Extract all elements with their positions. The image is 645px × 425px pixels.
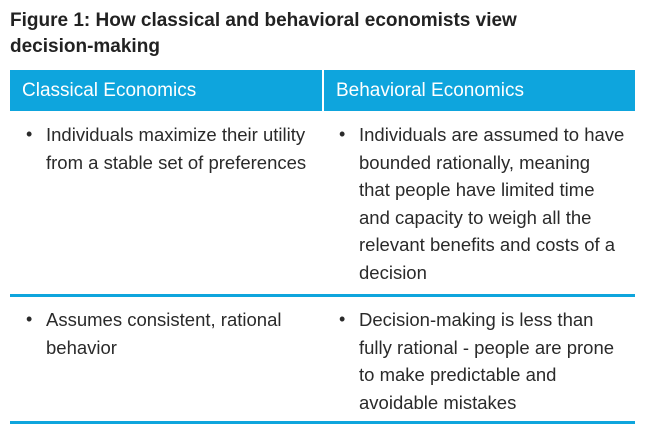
table-header-row [10,70,635,114]
cell-text: Decision-making is less than fully rational - people are prone to make predictable and avoidable mistakes [359,309,615,413]
figure-title: Figure 1: How classical and behavioral economists view decision-making [10,10,517,57]
bullet-icon: • [339,124,346,144]
table-cell-behavioral [322,297,635,421]
table-cell-classical [10,114,322,294]
table-row [10,114,635,297]
cell-text: Individuals maximize their utility from a stable set of preferences [46,124,307,173]
table-cell-classical [10,297,322,421]
table-row [10,297,635,424]
bullet-icon: • [339,309,346,329]
figure [10,8,635,424]
bullet-icon: • [26,124,33,144]
table-cell-behavioral [322,114,635,294]
comparison-table [10,70,635,424]
cell-text: Individuals are assumed to have bounded rationally, meaning that people have limited time and capacity to weigh all the relevant benefits and costs of a decision [359,124,625,283]
cell-text: Assumes consistent, rational behavior [46,309,282,358]
header-behavioral-economics: Behavioral Economics [322,70,635,111]
header-classical-economics: Classical Economics [22,80,197,101]
bullet-icon: • [26,309,33,329]
